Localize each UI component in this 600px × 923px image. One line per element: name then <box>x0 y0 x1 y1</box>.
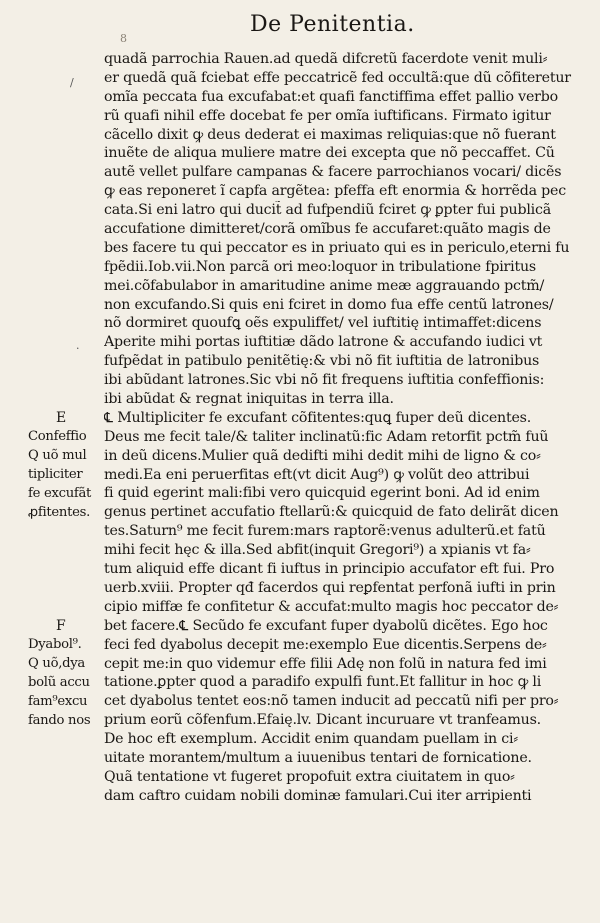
margin-note: fando nos <box>28 712 91 728</box>
text-line: cet dyabolus tentet eos:nõ tamen inducit ad peccatũ nifi per pro⸗ <box>104 693 559 710</box>
margin-note: Q uõ,dya <box>28 655 85 671</box>
text-line: er quedã quã fciebat effe peccatricẽ fed occultã:que dũ cõfiteretur <box>104 69 571 86</box>
text-line: Deus me fecit tale/& taliter inclinatũ:fic Adam retorfit pctm̃ fuũ <box>104 428 549 445</box>
text-line: omĩa peccata fua excufabat:et quafi fanctiffima effet pallio verbo <box>104 88 558 105</box>
text-line: nõ dormiret quoufꝗ oẽs expuliffet/ vel iuftitię intimaffet:dicens <box>104 315 542 332</box>
margin-note: Q uõ mul <box>28 447 87 463</box>
text-line: fpẽdii.Iob.vii.Non parcã ori meo:loquor in tribulatione fpiritus <box>104 258 537 275</box>
running-head: De Penitentia. <box>250 12 415 37</box>
page-mark: 8 <box>120 32 127 45</box>
text-line: tum aliquid effe dicant fi iuftus in principio accufator eft fui. Pro <box>104 561 555 578</box>
margin-note: tipliciter <box>28 466 83 482</box>
text-line: ℄ Multipliciter fe excufant cõfitentes:quꝗ fuper deũ dicentes. <box>104 409 532 426</box>
text-line: quadã parrochia Rauen.ad quedã difcretũ facerdote venit muli⸗ <box>104 51 548 67</box>
text-line: mei.cõfabulabor in amaritudine anime meæ aggrauando pctm̃/ <box>104 277 545 294</box>
text-line: in deũ dicens.Mulier quã dedifti mihi dedit mihi de ligno & co⸗ <box>104 447 541 464</box>
text-line: uitate morantem/multum a iuuenibus tentari de fornicatione. <box>104 749 532 766</box>
text-line: genus pertinet accufatio ftellarũ:& quicquid de fato delirãt dicen <box>104 504 559 521</box>
text-line: tes.Saturn⁹ me fecit furem:mars raptorẽ:venus adulterũ.et fatũ <box>104 523 546 540</box>
text-line: cãcello dixit ꝙ deus dederat ei maximas reliquias:que nõ fuerant <box>104 126 556 143</box>
margin-note: ꝓfitentes. <box>28 504 90 520</box>
text-line: prium eorũ cõfenfum.Efaię.lv. Dicant incuruare vt tranfeamus. <box>104 712 541 729</box>
text-line: ꝙ eas reponeret ĩ capfa argẽtea: pfeffa eft enormia & horrẽda pec <box>104 183 566 200</box>
text-line: Quã tentatione vt fugeret propofuit extra ciuitatem in quo⸗ <box>104 768 515 785</box>
text-line: tatione.ꝑpter quod a paradifo expulfi funt.Et fallitur in hoc ꝙ li <box>104 674 542 691</box>
text-line: accufatione dimitteret/corã omĩbus fe accufaret:quãto magis de <box>104 221 551 238</box>
margin-note: E <box>56 410 66 427</box>
main-text-block <box>104 50 574 806</box>
text-line: fi quid egerint mali:fibi vero quicquid egerint boni. Ad id enim <box>104 485 540 502</box>
text-line: cepit me:in quo videmur effe filii Adę non folũ in natura fed imi <box>104 655 547 672</box>
text-line: fufpẽdat in patibulo penitẽtię:& vbi nõ fit iuftitia de latronibus <box>104 353 540 370</box>
text-line: feci fed dyabolus decepit me:exemplo Eue dicentis.Serpens de⸗ <box>104 636 547 653</box>
text-line: autẽ vellet pulfare campanas & facere parrochianos vocari/ dicẽs <box>104 164 562 181</box>
text-line: ibi abũdant latrones.Sic vbi nõ fit frequens iuftitia confeffionis: <box>104 372 545 389</box>
text-line: De hoc eft exemplum. Accidit enim quandam puellam in ci⸗ <box>104 731 518 748</box>
text-line: cipio miffæ fe confitetur & accufat:multo magis hoc peccator de⸗ <box>104 598 559 615</box>
marginal-notes <box>28 50 104 810</box>
margin-note: fe excufãt <box>28 485 92 501</box>
text-line: mihi fecit hęc & illa.Sed abfit(inquit Gregori⁹) a xpianis vt fa⸗ <box>104 542 531 559</box>
margin-note: Confeffio <box>28 429 87 444</box>
text-line: non excufando.Si quis eni fciret in domo fua effe centũ latrones/ <box>104 296 554 313</box>
text-line: medi.Ea eni peruerfitas eft(vt dicit Aug⁹) ꝙ volũt deo attribui <box>104 466 530 483</box>
margin-note: fam⁹excu <box>28 693 88 709</box>
margin-caret-mark: / <box>70 76 74 89</box>
margin-dot-mark: · <box>76 342 80 355</box>
text-line: ibi abũdat & regnat iniquitas in terra illa. <box>104 391 394 408</box>
text-line: rũ quafi nihil effe docebat fe per omĩa iuftificans. Firmato igitur <box>104 107 551 124</box>
margin-note: bolũ accu <box>28 674 90 690</box>
text-line: inuẽte de aliqua muliere matre dei excepta que nõ peccaffet. Cũ <box>104 145 555 162</box>
text-line: uerb.xviii. Propter qđ facerdos qui reꝑfentat perfonã iufti in prin <box>104 579 556 596</box>
margin-note: F <box>56 618 66 634</box>
text-line: cata.Si eni latro qui ducit̃ ad fufpendiũ fciret ꝙ ꝑpter fui publicã <box>104 202 552 219</box>
margin-note: Dyabol⁹. <box>28 636 82 652</box>
text-line: bet facere.℄ Secũdo fe excufant fuper dyabolũ dicẽtes. Ego hoc <box>104 617 548 634</box>
text-line: dam caftro cuidam nobili dominæ famulari.Cui iter arripienti <box>104 787 532 804</box>
text-line: Aperite mihi portas iuftitiæ dãdo latrone & accufando iudici vt <box>104 334 543 351</box>
text-line: bes facere tu qui peccator es in priuato qui es in periculo,eterni fu <box>104 239 570 256</box>
